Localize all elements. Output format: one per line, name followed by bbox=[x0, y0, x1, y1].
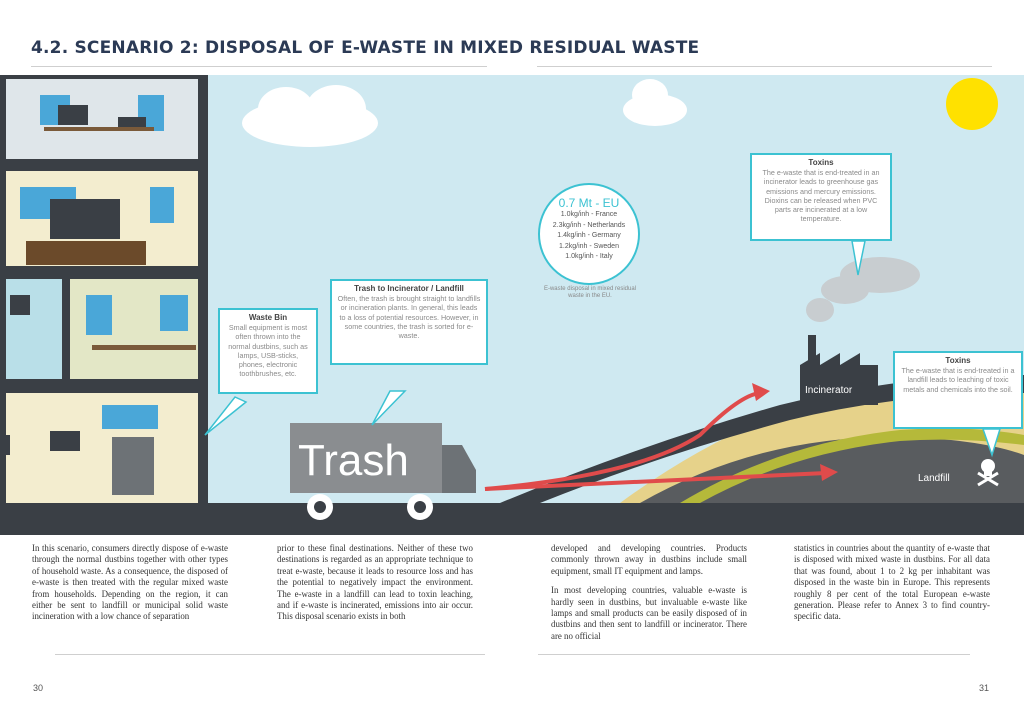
stats-row: 2.3kg/inh - Netherlands bbox=[552, 221, 626, 229]
paragraph: In most developing countries, valuable e-waste is hardly seen in dustbins, but invaluable e-waste like lamps and small products can be easily disposed of in dustbins and then sent to landfill or incinerator. There are no official bbox=[551, 585, 747, 641]
paragraph: statistics in countries about the quantity of e-waste that is disposed with mixed waste in dustbins. For all data that was found, about 1 to 2 kg per inhabitant was disposed in the waste bin in Europe. This represents roughly 8 per cent of the total European e-waste generation. Please refer to Annex 3 to find country-specific data. bbox=[794, 543, 990, 622]
callout-body: The e-waste that is end-treated in an incinerator leads to greenhouse gas emissions and mercury emissions. Dioxins can be released when PVC parts are incinerated at a low temperature. bbox=[762, 168, 880, 224]
stats-row: 1.4kg/inh - Germany bbox=[557, 232, 621, 239]
callout-title: Trash to Incinerator / Landfill bbox=[354, 284, 464, 293]
callout-title: Waste Bin bbox=[248, 313, 288, 322]
stats-row: 1.0kg/inh - Italy bbox=[565, 253, 613, 260]
paragraph: developed and developing countries. Products commonly thrown away in dustbins include small equipment, small IT equipment and lamps. bbox=[551, 543, 747, 576]
page-number-left: 30 bbox=[33, 683, 44, 693]
text-column-3 bbox=[551, 543, 747, 650]
callout-body: Often, the trash is brought straight to landfills or incineration plants. In general, this leads to a loss of potential resources. However, in some countries, the trash is sorted for e-waste. bbox=[337, 294, 481, 341]
callout-body: The e-waste that is end-treated in a landfill leads to leaching of toxic metals and chemicals into the soil. bbox=[901, 366, 1015, 394]
text-column-4 bbox=[794, 543, 990, 631]
header-rule-left bbox=[31, 66, 487, 67]
footer-rule-left bbox=[55, 654, 485, 655]
eu-stats-circle bbox=[538, 183, 640, 285]
page-number-right: 31 bbox=[979, 683, 990, 693]
truck-label: Trash bbox=[298, 436, 409, 485]
text-column-2 bbox=[277, 543, 473, 631]
ground bbox=[0, 503, 1024, 535]
landfill-label: Landfill bbox=[918, 473, 950, 484]
paragraph: prior to these final destinations. Neither of these two destinations is regarded as an appropriate technique to treat e-waste, because it leads to resource loss and has the potential to negatively impact the environment. The e-waste in a landfill can lead to toxin leaching, and if e-waste is incinerated, emissions into air occur. This disposal scenario exists in both bbox=[277, 543, 473, 622]
illustration bbox=[0, 75, 1024, 535]
sun bbox=[946, 78, 998, 130]
callout-title: Toxins bbox=[808, 158, 834, 167]
stats-headline: 0.7 Mt - EU bbox=[558, 196, 620, 210]
text-column-1 bbox=[32, 543, 228, 631]
callout-body: Small equipment is most often thrown into the normal dustbins, such as lamps, USB-sticks, phones, electronic toothbrushes, etc. bbox=[228, 323, 308, 379]
callout-title: Toxins bbox=[945, 356, 971, 365]
incinerator-label: Incinerator bbox=[805, 385, 853, 396]
stats-row: 1.0kg/inh - France bbox=[560, 211, 618, 218]
trash-to-incinerator-callout bbox=[330, 279, 488, 365]
stats-row: 1.2kg/inh - Sweden bbox=[559, 242, 619, 250]
paragraph: In this scenario, consumers directly dispose of e-waste through the normal dustbins together with other types of household waste. As a consequence, the disposed of e-waste is then treated with the regular mixed waste from households. Depending on the region, it can either be sent to landfill or municipal solid waste incineration with a low chance of separation bbox=[32, 543, 228, 622]
footer-rule-right bbox=[538, 654, 970, 655]
header-rule-right bbox=[537, 66, 992, 67]
stats-caption: E-waste disposal in mixed residual waste in the EU. bbox=[543, 286, 637, 299]
page-heading: 4.2. SCENARIO 2: DISPOSAL OF E-WASTE IN MIXED RESIDUAL WASTE bbox=[31, 38, 700, 58]
waste-bin-callout bbox=[218, 308, 318, 394]
toxins-landfill-callout bbox=[893, 351, 1023, 429]
building bbox=[0, 75, 208, 505]
toxins-incinerator-callout bbox=[750, 153, 892, 241]
